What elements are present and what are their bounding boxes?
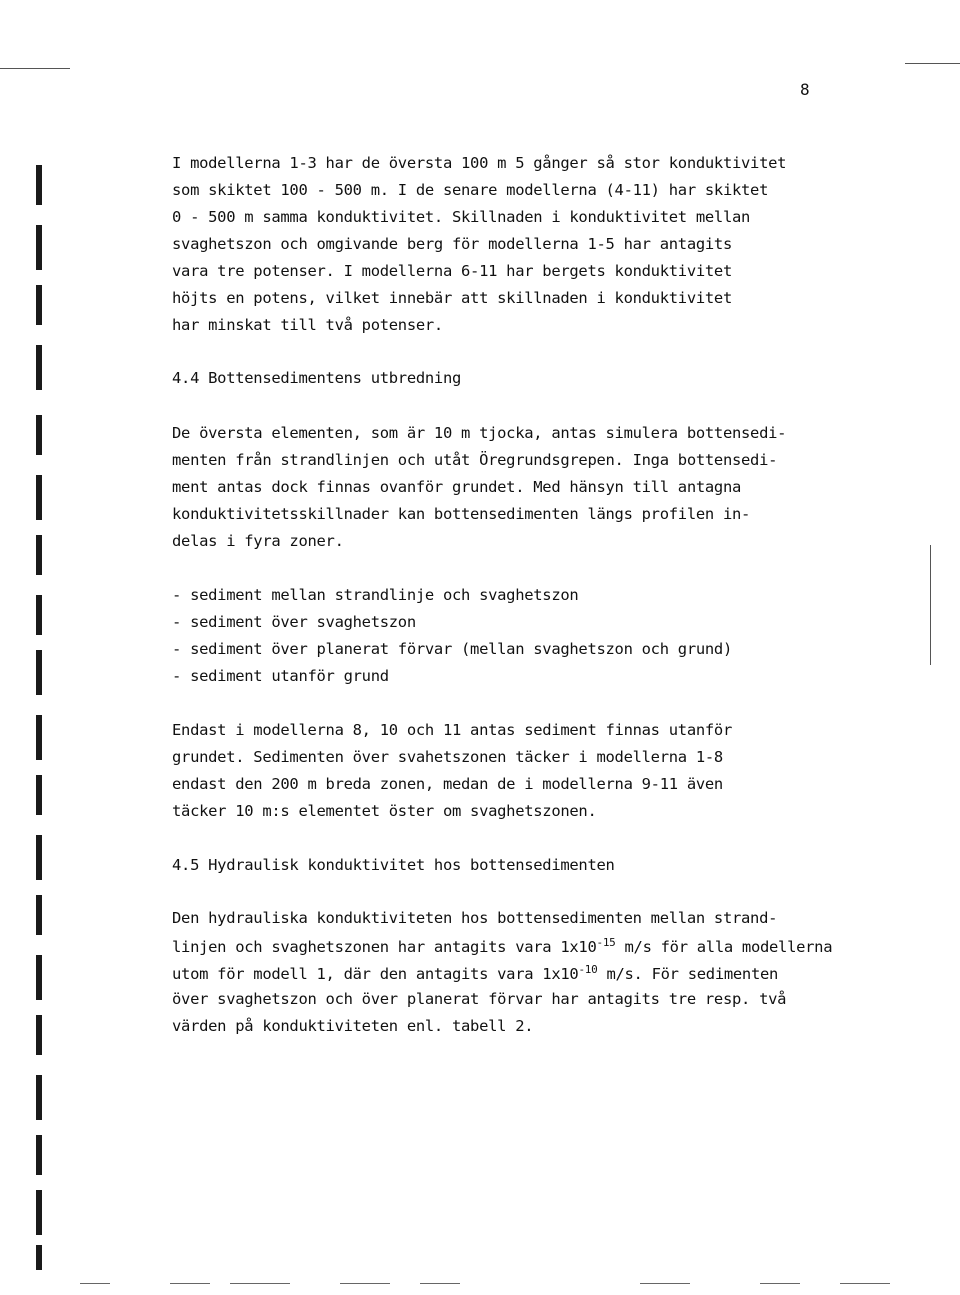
- scan-bar: [36, 895, 42, 935]
- scan-bar: [36, 1245, 42, 1270]
- text-line: vara tre potenser. I modellerna 6-11 har bergets konduktivitet: [172, 262, 732, 280]
- scan-bar: [36, 775, 42, 815]
- scan-bar: [36, 1190, 42, 1235]
- scan-bar: [36, 1135, 42, 1175]
- list-item: - sediment över planerat förvar (mellan svaghetszon och grund): [172, 640, 732, 658]
- list-item: - sediment utanför grund: [172, 667, 389, 685]
- text-line: har minskat till två potenser.: [172, 316, 443, 334]
- text-line: endast den 200 m breda zonen, medan de i modellerna 9-11 även: [172, 775, 723, 793]
- text-line: värden på konduktiviteten enl. tabell 2.: [172, 1017, 534, 1035]
- scan-bar: [36, 225, 42, 270]
- scan-bar: [36, 835, 42, 880]
- scan-line: [420, 1283, 460, 1284]
- text-line: [172, 936, 832, 956]
- scan-bar: [36, 345, 42, 390]
- text-line: [172, 963, 778, 983]
- scan-line: [905, 63, 960, 64]
- scan-bar: [36, 595, 42, 635]
- scan-bar: [36, 650, 42, 695]
- scan-line: [170, 1283, 210, 1284]
- scan-bar: [36, 955, 42, 1000]
- scan-bar: [36, 1015, 42, 1055]
- text-line: menten från strandlinjen och utåt Öregrundsgrepen. Inga bottensedi-: [172, 451, 778, 469]
- scan-line: [930, 545, 931, 665]
- text-line: delas i fyra zoner.: [172, 532, 344, 550]
- scan-bar: [36, 535, 42, 575]
- text-line: ment antas dock finnas ovanför grundet. Med hänsyn till antagna: [172, 478, 742, 496]
- text-line: De översta elementen, som är 10 m tjocka, antas simulera bottensedi-: [172, 424, 787, 442]
- scan-line: [840, 1283, 890, 1284]
- scan-bar: [36, 715, 42, 760]
- section-heading-4-5: 4.5 Hydraulisk konduktivitet hos bottensedimenten: [172, 856, 615, 874]
- text-line: 0 - 500 m samma konduktivitet. Skillnaden i konduktivitet mellan: [172, 208, 751, 226]
- text-line: Endast i modellerna 8, 10 och 11 antas sediment finnas utanför: [172, 721, 732, 739]
- text-line: svaghetszon och omgivande berg för modellerna 1-5 har antagits: [172, 235, 732, 253]
- text-line: över svaghetszon och över planerat förvar har antagits tre resp. två: [172, 990, 787, 1008]
- text-line: konduktivitetsskillnader kan bottensedimenten längs profilen in-: [172, 505, 751, 523]
- text-line: I modellerna 1-3 har de översta 100 m 5 gånger så stor konduktivitet: [172, 154, 787, 172]
- scan-line: [0, 68, 70, 69]
- text-run: m/s. För sedimenten: [597, 965, 779, 984]
- scan-bar: [36, 165, 42, 205]
- text-run: linjen och svaghetszonen har antagits vara 1x10: [172, 938, 597, 957]
- text-run: utom för modell 1, där den antagits vara 1x10: [172, 965, 579, 984]
- exponent: -15: [596, 936, 616, 949]
- page-number: 8: [800, 80, 810, 99]
- scan-bar: [36, 475, 42, 520]
- scan-bar: [36, 1075, 42, 1120]
- scan-line: [230, 1283, 290, 1284]
- list-item: - sediment mellan strandlinje och svaghetszon: [172, 586, 579, 604]
- scan-line: [640, 1283, 690, 1284]
- text-line: Den hydrauliska konduktiviteten hos bottensedimenten mellan strand-: [172, 909, 778, 927]
- scan-line: [760, 1283, 800, 1284]
- text-line: höjts en potens, vilket innebär att skillnaden i konduktivitet: [172, 289, 732, 307]
- scan-line: [340, 1283, 390, 1284]
- scan-line: [80, 1283, 110, 1284]
- text-run: m/s för alla modellerna: [615, 938, 833, 957]
- list-item: - sediment över svaghetszon: [172, 613, 416, 631]
- scan-bar: [36, 285, 42, 325]
- text-line: täcker 10 m:s elementet öster om svaghetszonen.: [172, 802, 597, 820]
- scan-bar: [36, 415, 42, 455]
- text-line: som skiktet 100 - 500 m. I de senare modellerna (4-11) har skiktet: [172, 181, 769, 199]
- text-line: grundet. Sedimenten över svahetszonen täcker i modellerna 1-8: [172, 748, 723, 766]
- section-heading-4-4: 4.4 Bottensedimentens utbredning: [172, 369, 462, 387]
- exponent: -10: [578, 963, 598, 976]
